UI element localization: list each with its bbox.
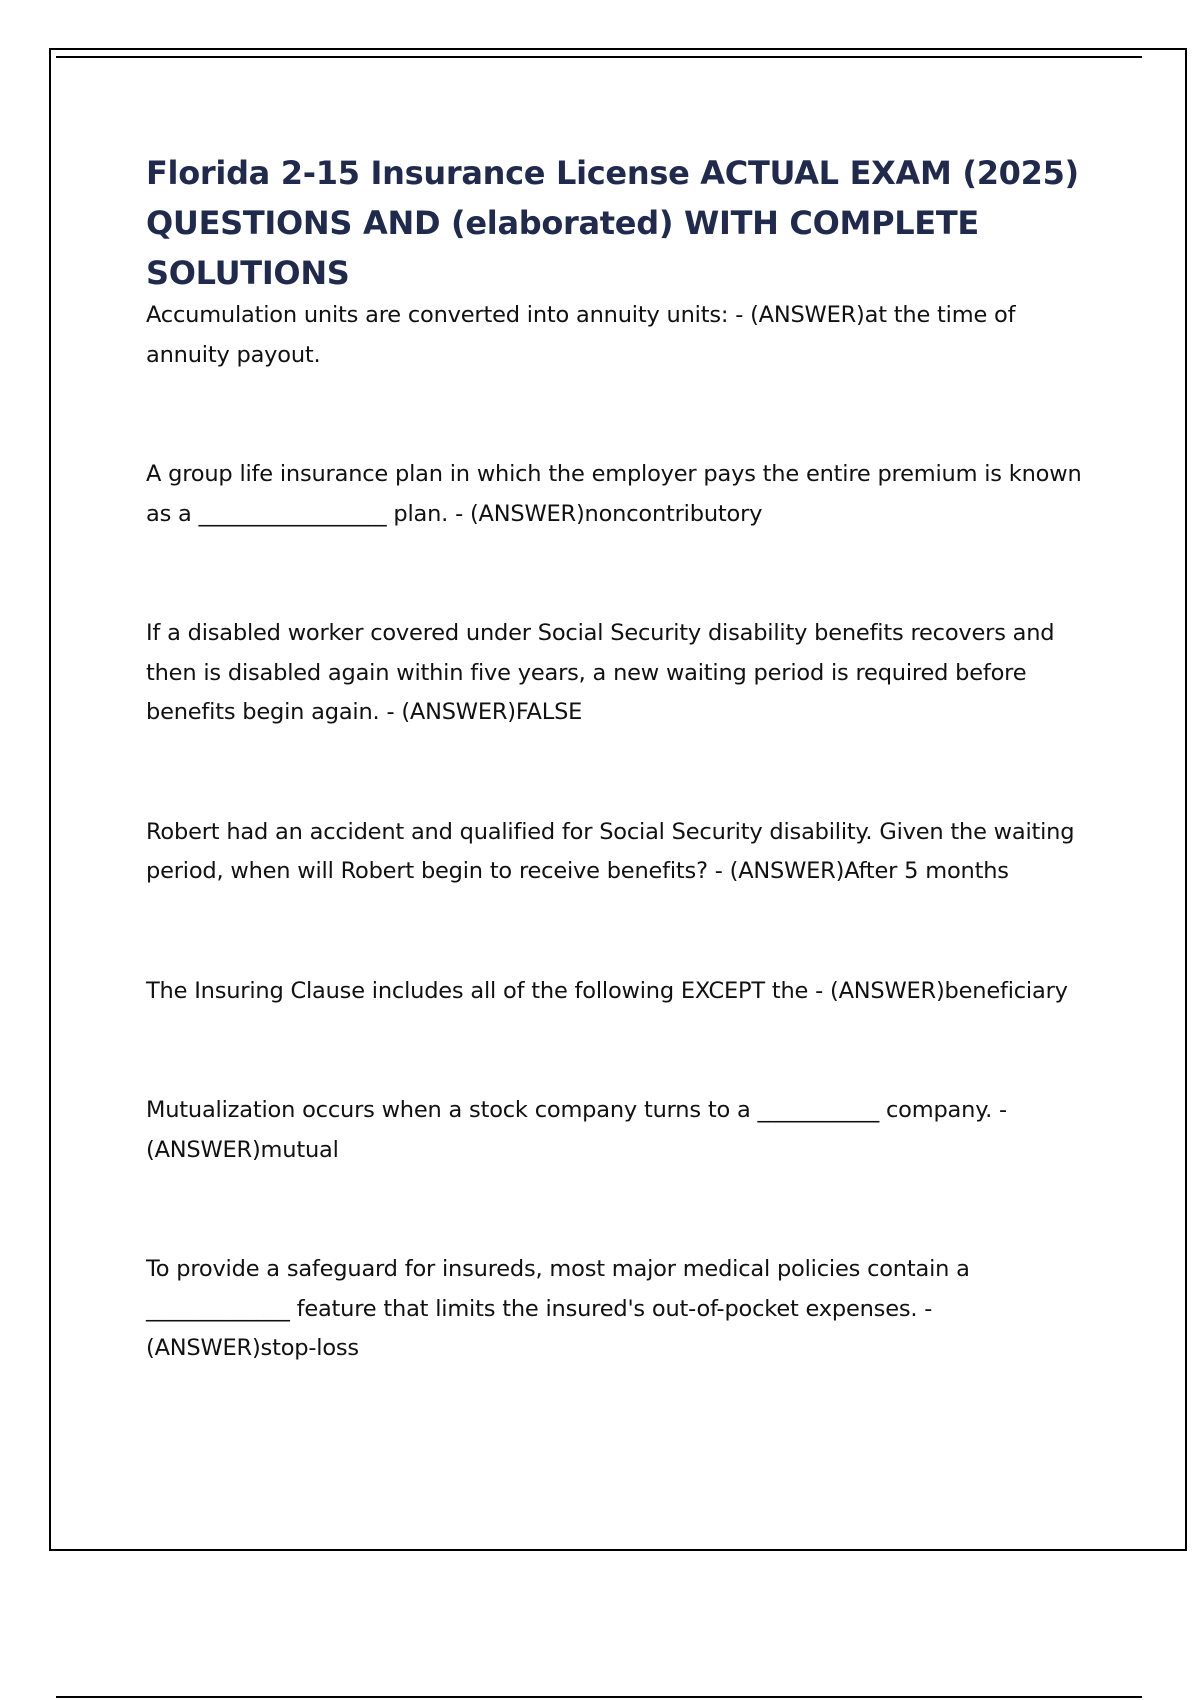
answer-text: (ANSWER)beneficiary (830, 977, 1068, 1004)
question-text: The Insuring Clause includes all of the following EXCEPT the - (146, 977, 830, 1004)
qa-item-4 (146, 813, 1096, 892)
answer-text: (ANSWER)stop-loss (146, 1335, 359, 1361)
qa-item-6 (146, 1091, 1096, 1170)
question-text: Robert had an accident and qualified for Social Security disability. Given the waiting period, when will Robert begin to receive benefits? - (146, 818, 1075, 884)
answer-text: (ANSWER)at the time of annuity payout. (146, 302, 1016, 368)
qa-item-7 (146, 1250, 1096, 1369)
qa-item-3 (146, 614, 1096, 733)
document-content (146, 148, 1096, 1369)
answer-text: (ANSWER)After 5 months (729, 858, 1009, 884)
answer-text: (ANSWER)FALSE (401, 699, 583, 725)
qa-item-5 (146, 972, 1096, 1012)
question-text: To provide a safeguard for insureds, most major medical policies contain a _____________ feature that limits the insured's out-of-pocket expenses. - (146, 1256, 970, 1322)
qa-item-2 (146, 455, 1096, 534)
document-title: Florida 2-15 Insurance License ACTUAL EXAM (2025) QUESTIONS AND (elaborated) WITH COMPLETE SOLUTIONS (146, 154, 1079, 292)
qa-item-1 (146, 296, 1096, 375)
question-text: Accumulation units are converted into annuity units: - (146, 302, 751, 328)
answer-text: (ANSWER)noncontributory (469, 500, 763, 527)
answer-text: (ANSWER)mutual (146, 1136, 339, 1163)
question-text: Mutualization occurs when a stock company turns to a ___________ company. - (146, 1097, 1007, 1123)
bottom-border-rule (56, 1696, 1142, 1698)
question-text: A group life insurance plan in which the employer pays the entire premium is known as a _________________ plan. - (146, 461, 1082, 527)
question-text: If a disabled worker covered under Social Security disability benefits recovers and then is disabled again within five years, a new waiting period is required before benefits begin again. - (146, 620, 1055, 725)
